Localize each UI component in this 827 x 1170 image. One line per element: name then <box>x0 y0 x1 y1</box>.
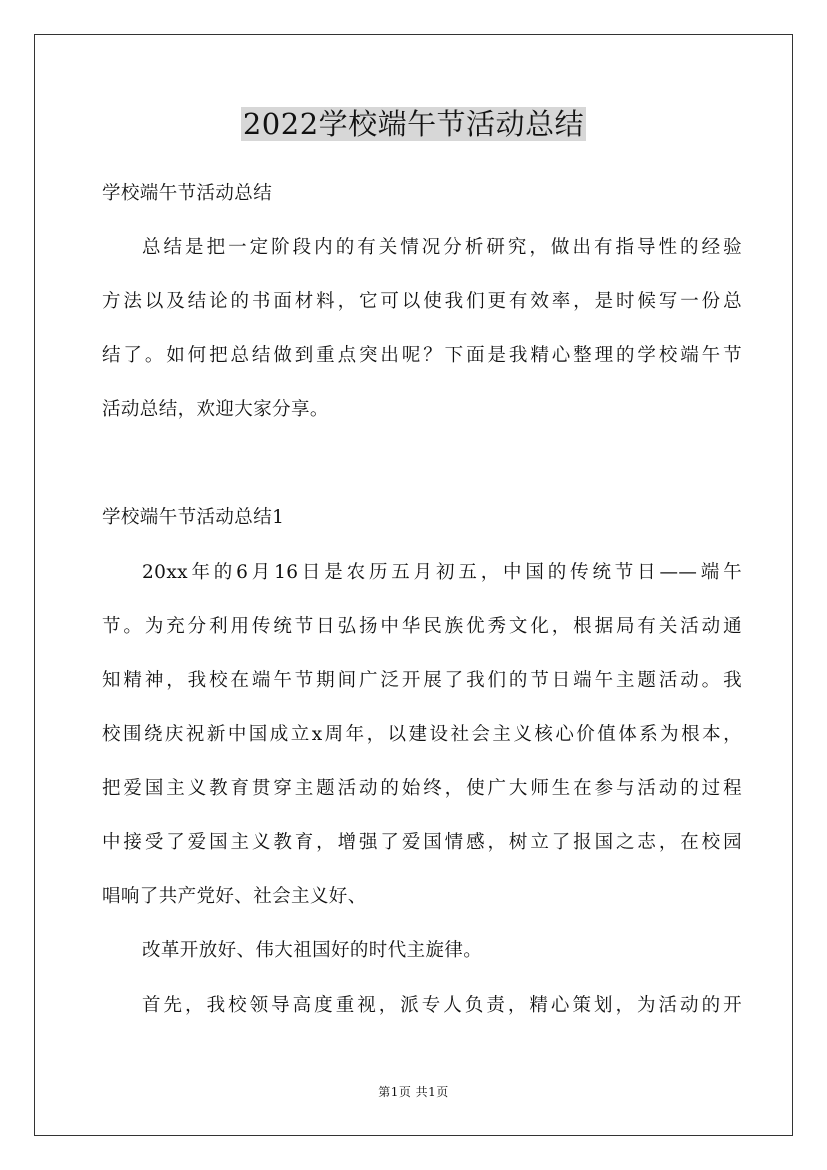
section1-line-9: 首先，我校领导高度重视，派专人负责，精心策划，为活动的开 <box>142 995 742 1016</box>
section1-line-6: 中接受了爱国主义教育，增强了爱国情感，树立了报国之志，在校园 <box>102 832 742 853</box>
document-title-text: 2022学校端午节活动总结 <box>242 107 585 141</box>
section1-line-4: 校围绕庆祝新中国成立x周年，以建设社会主义核心价值体系为根本， <box>102 724 742 745</box>
section1-line-8: 改革开放好、伟大祖国好的时代主旋律。 <box>142 940 483 961</box>
section1-heading: 学校端午节活动总结1 <box>102 507 285 528</box>
intro-heading: 学校端午节活动总结 <box>102 183 273 204</box>
section1-line-3: 知精神，我校在端午节期间广泛开展了我们的节日端午主题活动。我 <box>102 670 742 691</box>
intro-line-3: 结了。如何把总结做到重点突出呢？下面是我精心整理的学校端午节 <box>102 345 742 366</box>
section1-line-7: 唱响了共产党好、社会主义好、 <box>102 886 367 907</box>
page-footer: 第1页 共1页 <box>378 1085 449 1099</box>
document-title <box>0 104 827 144</box>
intro-line-2: 方法以及结论的书面材料，它可以使我们更有效率，是时候写一份总 <box>102 291 742 312</box>
section1-line-1: 20xx年的6月16日是农历五月初五，中国的传统节日——端午 <box>142 562 742 583</box>
intro-line-1: 总结是把一定阶段内的有关情况分析研究，做出有指导性的经验 <box>142 237 742 258</box>
section1-line-5: 把爱国主义教育贯穿主题活动的始终，使广大师生在参与活动的过程 <box>102 778 742 799</box>
intro-line-4: 活动总结，欢迎大家分享。 <box>102 399 329 420</box>
section1-line-2: 节。为充分利用传统节日弘扬中华民族优秀文化，根据局有关活动通 <box>102 616 742 637</box>
